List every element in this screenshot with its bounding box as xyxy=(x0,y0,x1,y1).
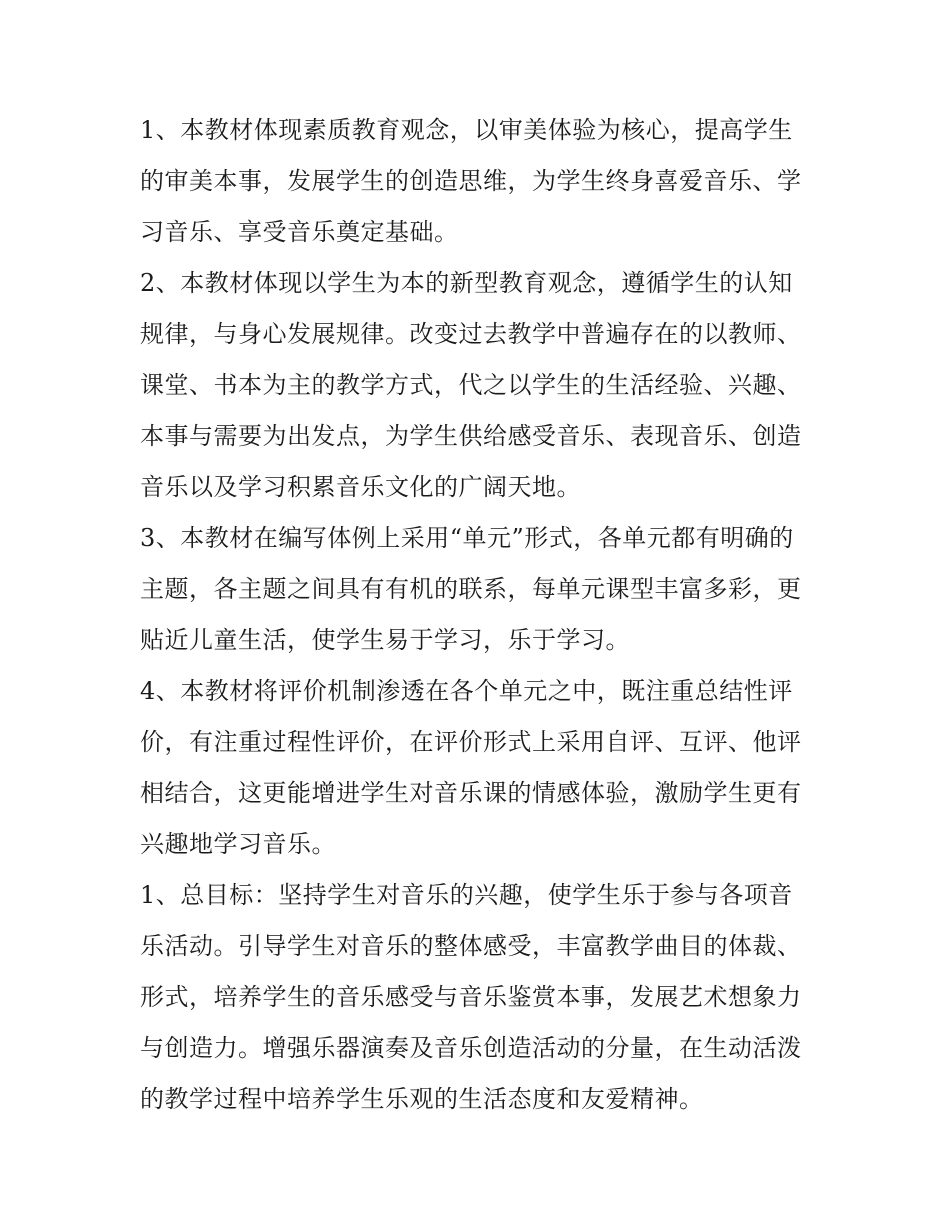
paragraph-3: 3、本教材在编写体例上采用“单元”形式，各单元都有明确的主题，各主题之间具有有机的联系，每单元课型丰富多彩，更贴近儿童生活，使学生易于学习，乐于学习。 xyxy=(140,524,802,654)
paragraph-5: 1、总目标：坚持学生对音乐的兴趣，使学生乐于参与各项音乐活动。引导学生对音乐的整体感受，丰富教学曲目的体裁、形式，培养学生的音乐感受与音乐鉴赏本事，发展艺术想象力与创造力。增强乐器演奏及音乐创造活动的分量，在生动活泼的教学过程中培养学生乐观的生活态度和友爱精神。 xyxy=(140,881,802,1113)
paragraph-1: 1、本教材体现素质教育观念，以审美体验为核心，提高学生的审美本事，发展学生的创造思维，为学生终身喜爱音乐、学习音乐、享受音乐奠定基础。 xyxy=(140,116,802,246)
paragraph-4: 4、本教材将评价机制渗透在各个单元之中，既注重总结性评价，有注重过程性评价，在评价形式上采用自评、互评、他评相结合，这更能增进学生对音乐课的情感体验，激励学生更有兴趣地学习音乐。 xyxy=(140,677,802,858)
paragraph-2: 2、本教材体现以学生为本的新型教育观念，遵循学生的认知规律，与身心发展规律。改变过去教学中普遍存在的以教师、课堂、书本为主的教学方式，代之以学生的生活经验、兴趣、本事与需要为出发点，为学生供给感受音乐、表现音乐、创造音乐以及学习积累音乐文化的广阔天地。 xyxy=(140,269,802,501)
document-body xyxy=(140,105,812,1125)
